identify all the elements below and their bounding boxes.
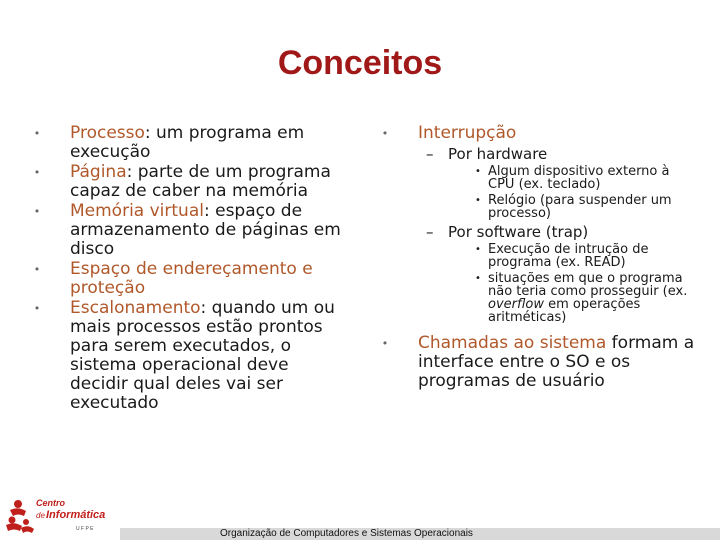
term: Memória virtual xyxy=(70,201,204,221)
right-bullet-list xyxy=(378,124,698,391)
dash-icon: – xyxy=(426,223,434,241)
bullet-icon: • xyxy=(33,205,41,218)
term: Chamadas ao sistema xyxy=(418,333,607,353)
sub-item-hardware xyxy=(418,145,698,220)
bullet-icon: • xyxy=(33,166,41,179)
bullet-icon: • xyxy=(381,127,389,140)
logo-figures-icon xyxy=(6,500,34,533)
definition: : espaço de armazenamento de páginas em disco xyxy=(70,201,341,259)
bullet-icon: • xyxy=(381,337,389,350)
term: Processo xyxy=(70,123,145,143)
sub-sub-list xyxy=(448,243,698,324)
list-item-chamadas xyxy=(378,334,698,391)
bullet-icon: • xyxy=(475,273,481,284)
logo-line2a: de xyxy=(36,511,45,520)
sub-item-label: Por software (trap) xyxy=(448,223,589,241)
definition: formam a interface entre o SO e os programas de usuário xyxy=(418,333,695,391)
sub-list xyxy=(418,145,698,324)
list-item: • Execução de intrução de programa (ex. READ) xyxy=(475,242,649,270)
left-bullet-list xyxy=(30,124,350,413)
term: Espaço de endereçamento e proteção xyxy=(70,259,313,298)
sub-sub-list xyxy=(448,165,698,220)
sub-item-label: Por hardware xyxy=(448,145,548,163)
left-column xyxy=(30,124,350,414)
centro-informatica-logo xyxy=(4,494,116,536)
list-item: • situações em que o programa não teria como prosseguir (ex. overflow em operações aritméticas) xyxy=(475,271,688,325)
definition: : quando um ou mais processos estão prontos para serem executados, o sistema operacional deve decidir qual deles vai ser executado xyxy=(70,298,335,413)
logo-line1: Centro xyxy=(36,498,65,508)
bullet-icon: • xyxy=(33,127,41,140)
sub-item-software xyxy=(418,223,698,324)
definition: : parte de um programa capaz de caber na memória xyxy=(70,162,331,201)
definition: : um programa em execução xyxy=(70,123,305,162)
list-item xyxy=(30,202,350,259)
slide-title: Conceitos xyxy=(277,44,443,82)
logo-line3: U F P E xyxy=(76,526,94,532)
term: Interrupção xyxy=(418,123,517,143)
bullet-icon: • xyxy=(475,166,481,177)
emphasis: overflow xyxy=(488,297,544,312)
list-item xyxy=(30,124,350,162)
term: Página xyxy=(70,162,127,182)
footer-text: Organização de Computadores e Sistemas Operacionais xyxy=(220,528,473,539)
dash-icon: – xyxy=(426,145,434,163)
bullet-icon: • xyxy=(475,244,481,255)
bullet-icon: • xyxy=(475,195,481,206)
list-item: • Algum dispositivo externo à CPU (ex. teclado) xyxy=(475,164,670,192)
bullet-icon: • xyxy=(33,302,41,315)
term: Escalonamento xyxy=(70,298,201,318)
list-item-interrupcao xyxy=(378,124,698,324)
bullet-icon: • xyxy=(33,263,41,276)
list-item xyxy=(30,260,350,298)
right-column xyxy=(378,124,698,392)
list-item xyxy=(30,299,350,413)
list-item: • Relógio (para suspender um processo) xyxy=(475,193,672,221)
list-item xyxy=(30,163,350,201)
logo-line2b: Informática xyxy=(46,509,106,521)
